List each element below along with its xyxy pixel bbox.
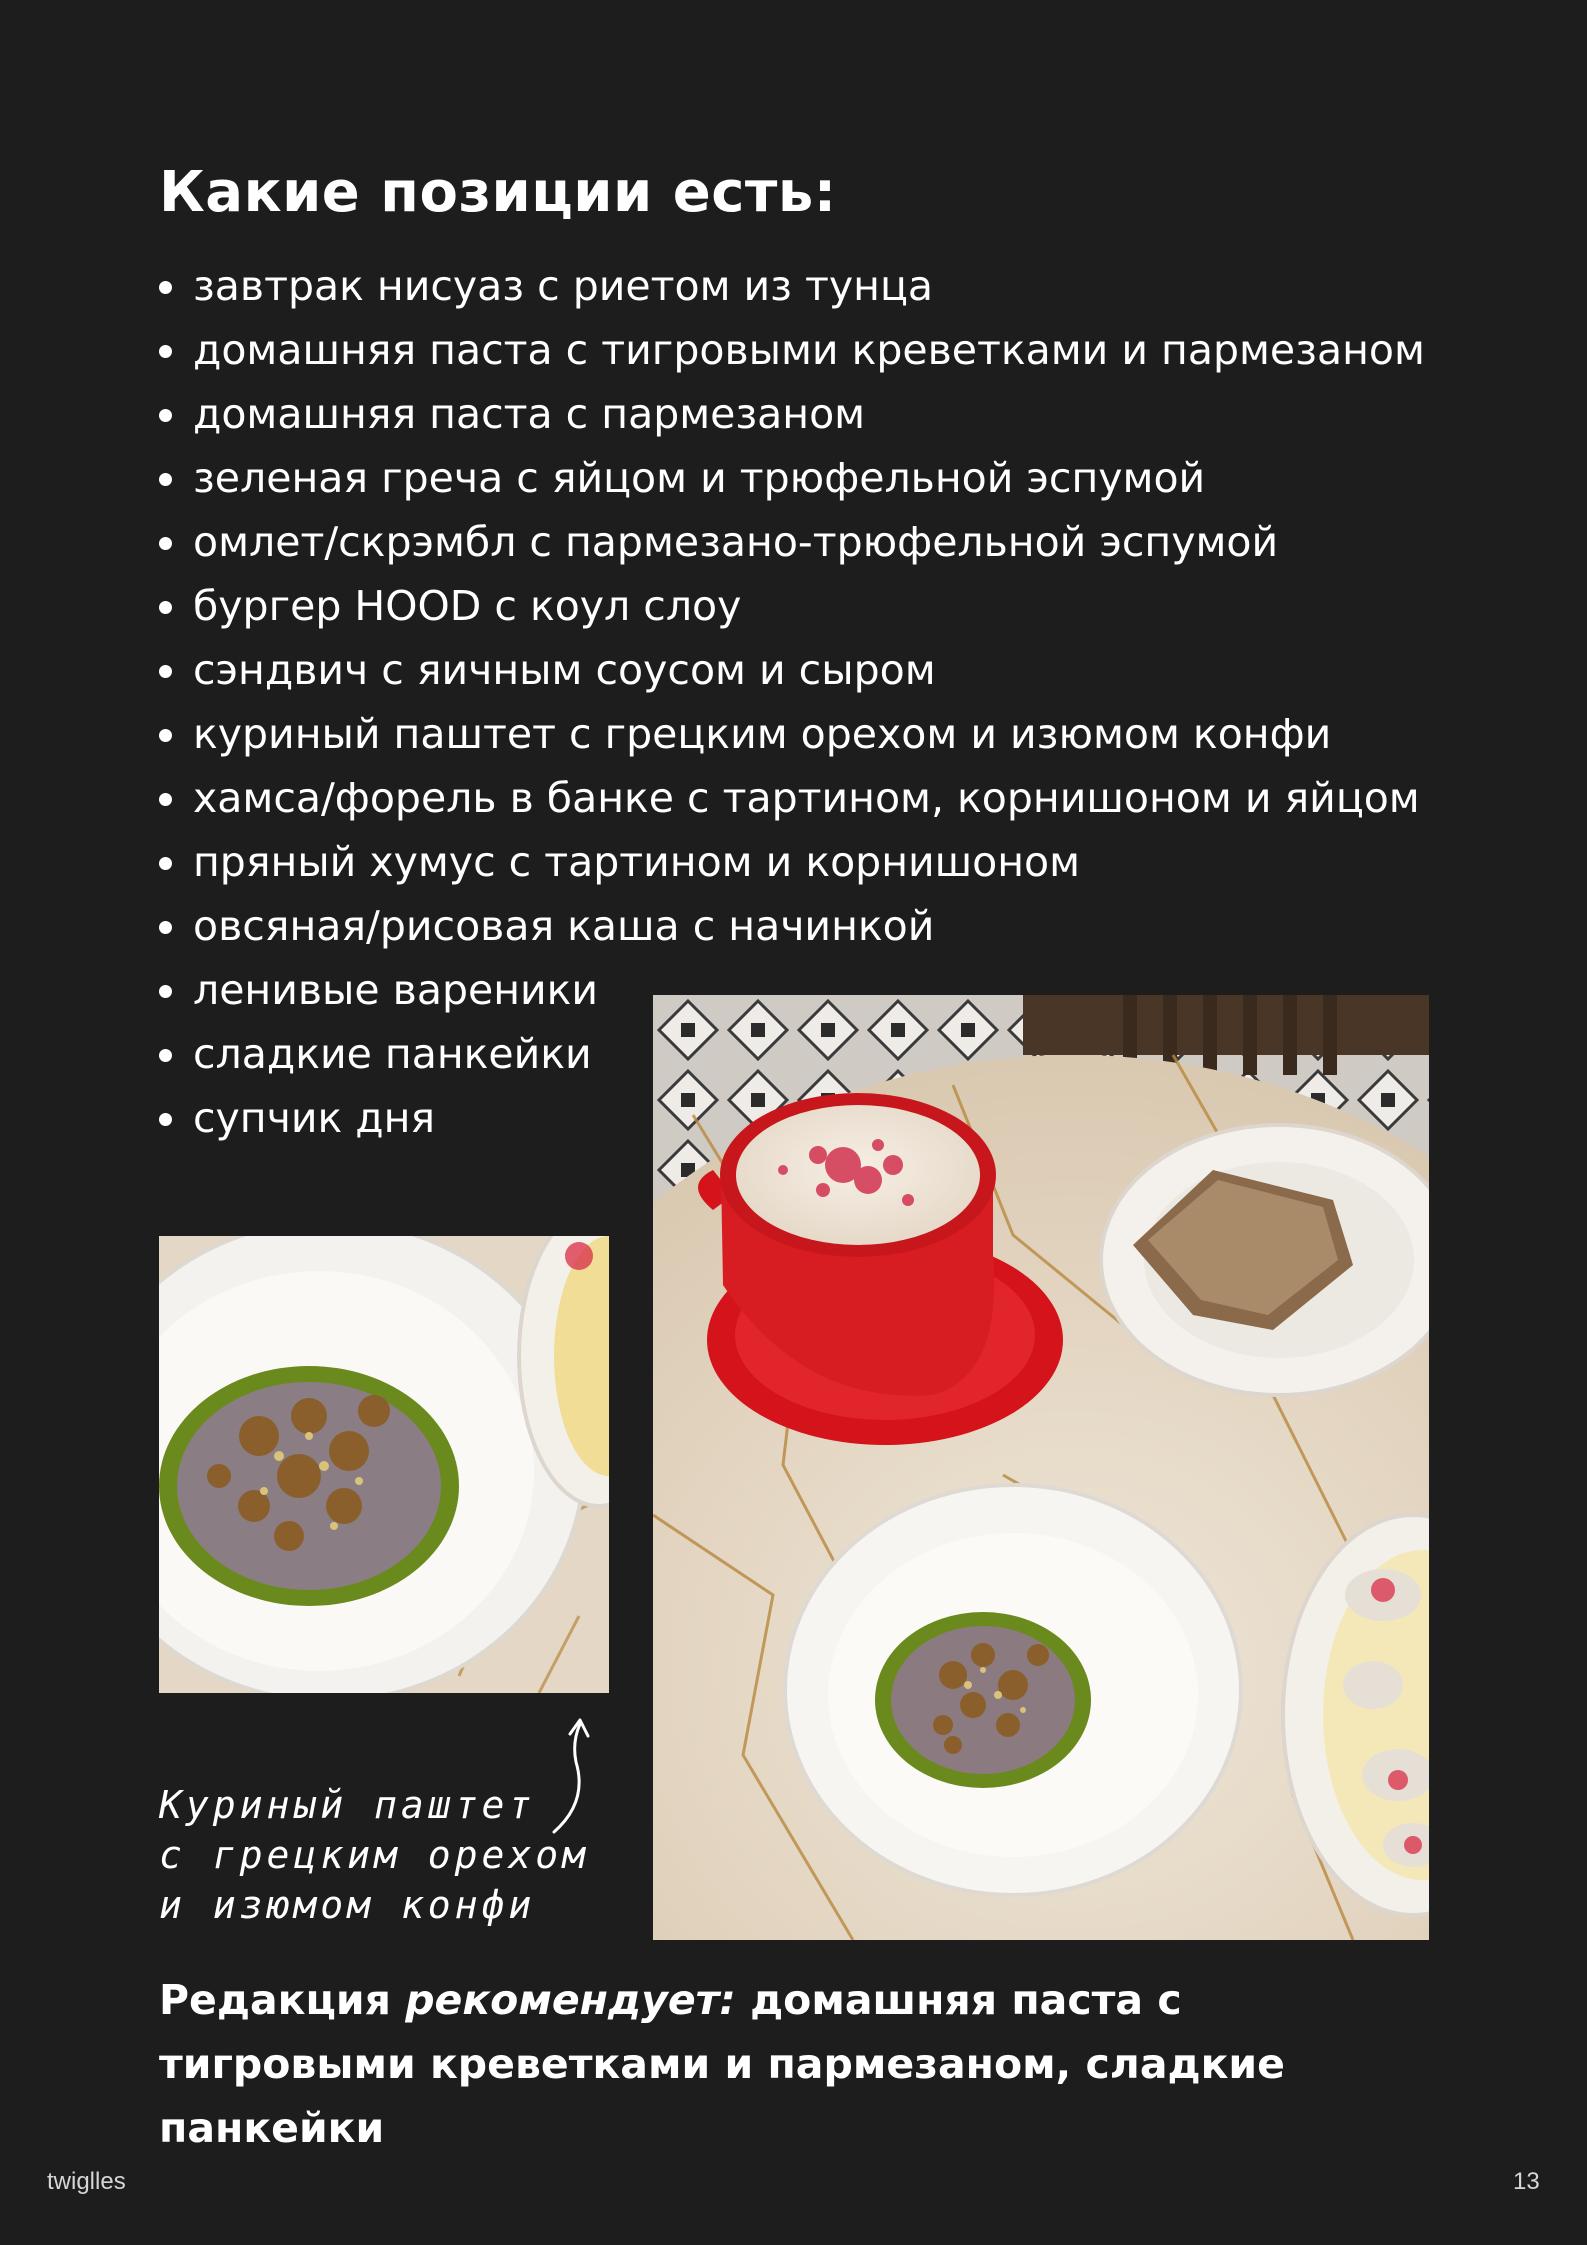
bullet-icon bbox=[159, 665, 172, 678]
list-item bbox=[159, 446, 1425, 510]
bullet-icon bbox=[159, 537, 172, 550]
bullet-icon bbox=[159, 857, 172, 870]
caption-line: с грецким орехом bbox=[159, 1833, 590, 1877]
bullet-icon bbox=[159, 729, 172, 742]
list-item-label: супчик дня bbox=[193, 1094, 436, 1142]
list-item-label: овсяная/рисовая каша с начинкой bbox=[193, 902, 935, 950]
pate-closeup-illustration bbox=[159, 1236, 609, 1693]
table-setting-illustration bbox=[653, 995, 1429, 1940]
bullet-icon bbox=[159, 409, 172, 422]
page-number: 13 bbox=[1513, 2168, 1540, 2195]
list-item-label: сэндвич с яичным соусом и сыром bbox=[193, 646, 936, 694]
list-item bbox=[159, 894, 1425, 958]
list-item bbox=[159, 382, 1425, 446]
bullet-icon bbox=[159, 985, 172, 998]
bullet-icon bbox=[159, 921, 172, 934]
list-item bbox=[159, 318, 1425, 382]
recommendation-text: домашняя паста с тигровыми креветками и пармезаном, сладкие панкейки bbox=[159, 1976, 1285, 2152]
list-item-label: хамса/форель в банке с тартином, корнишоном и яйцом bbox=[193, 774, 1420, 822]
list-item-label: куриный паштет с грецким орехом и изюмом конфи bbox=[193, 710, 1332, 758]
list-item-label: завтрак нисуаз с риетом из тунца bbox=[193, 262, 934, 310]
recommendation bbox=[159, 1968, 1449, 2160]
recommendation-prefix: Редакция bbox=[159, 1976, 406, 2024]
bullet-icon bbox=[159, 345, 172, 358]
list-item bbox=[159, 830, 1425, 894]
bullet-icon bbox=[159, 281, 172, 294]
caption-line: Куриный паштет bbox=[159, 1783, 536, 1827]
brand-name: twiglles bbox=[47, 2168, 126, 2195]
list-item-label: ленивые вареники bbox=[193, 966, 599, 1014]
list-item bbox=[159, 254, 1425, 318]
food-photo-small bbox=[159, 1236, 609, 1693]
list-item-label: пряный хумус с тартином и корнишоном bbox=[193, 838, 1081, 886]
curved-arrow-icon bbox=[548, 1712, 598, 1842]
list-item bbox=[159, 638, 1425, 702]
food-photo-large bbox=[653, 995, 1429, 1940]
list-item bbox=[159, 702, 1425, 766]
list-item-label: омлет/скрэмбл с пармезано-трюфельной эспумой bbox=[193, 518, 1279, 566]
list-item bbox=[159, 766, 1425, 830]
bullet-icon bbox=[159, 601, 172, 614]
bullet-icon bbox=[159, 473, 172, 486]
list-item-label: зеленая греча с яйцом и трюфельной эспумой bbox=[193, 454, 1206, 502]
bullet-icon bbox=[159, 1113, 172, 1126]
caption-line: и изюмом конфи bbox=[159, 1883, 536, 1927]
bullet-icon bbox=[159, 1049, 172, 1062]
list-item-label: домашняя паста с пармезаном bbox=[193, 390, 866, 438]
list-item bbox=[159, 510, 1425, 574]
photo-caption bbox=[159, 1780, 589, 1930]
recommendation-emphasis: рекомендует: bbox=[405, 1976, 736, 2024]
page-title: Какие позиции есть: bbox=[159, 160, 837, 225]
bullet-icon bbox=[159, 793, 172, 806]
list-item-label: сладкие панкейки bbox=[193, 1030, 592, 1078]
list-item bbox=[159, 574, 1425, 638]
list-item-label: домашняя паста с тигровыми креветками и пармезаном bbox=[193, 326, 1425, 374]
list-item-label: бургер HOOD с коул слоу bbox=[193, 582, 742, 630]
